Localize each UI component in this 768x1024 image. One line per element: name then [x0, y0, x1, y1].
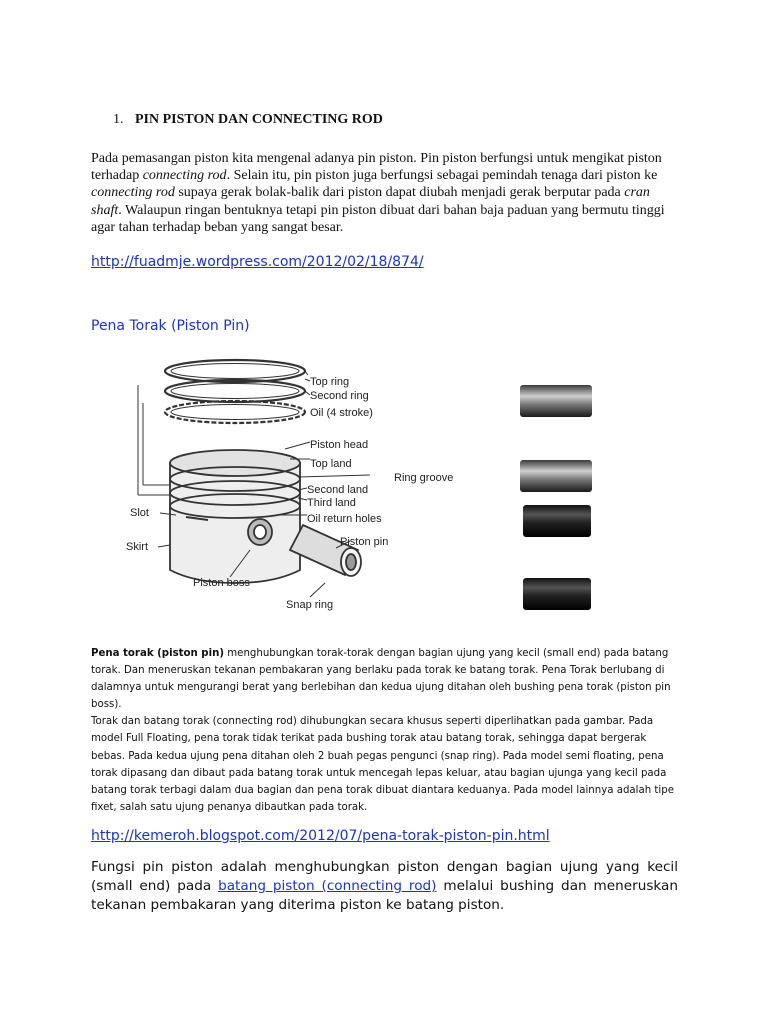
section-number: 1.: [113, 112, 124, 127]
section-heading: [113, 112, 383, 128]
section-title: PIN PISTON DAN CONNECTING ROD: [135, 112, 383, 127]
pin-photo-4: [523, 578, 591, 610]
label-top-land: Top land: [310, 458, 352, 470]
label-oil-return-holes: Oil return holes: [307, 513, 382, 525]
source-link-fuadmje[interactable]: http://fuadmje.wordpress.com/2012/02/18/874/: [91, 254, 424, 270]
fungsi-text-2: melalui bushing dan meneruskan tekanan pembakaran yang diterima piston ke batang piston.: [91, 878, 678, 914]
fungsi-paragraph: [91, 858, 678, 916]
intro-paragraph: [91, 150, 681, 236]
intro-italic-2: connecting rod: [91, 185, 175, 201]
pena-torak-text-2: Torak dan batang torak (connecting rod) dihubungkan secara khusus seperti diperlihatkan pada gambar. Pada model Full Floating, pena torak tidak terikat pada bushing torak atau batang torak, sehingga dapat bergerak bebas. Pada kedua ujung pena ditahan oleh 2 buah pegas pengunci (snap ring). Pada model semi floating, pena torak dipasang dan dibaut pada batang torak untuk mencegah lepas keluar, atau bagian ujunga yang kecil pada batang torak terbagi dalam dua bagian dan pena torak dibuat diantara keduanya. Pada model lainnya adalah tipe fixet, salah satu ujung penanya dibautkan pada torak.: [91, 716, 674, 813]
label-oil: Oil (4 stroke): [310, 407, 373, 419]
label-piston-pin: Piston pin: [340, 536, 389, 548]
fungsi-text-1: Fungsi pin piston adalah menghubungkan piston dengan bagian ujung yang kecil (small end) pada: [91, 859, 678, 895]
label-top-ring: Top ring: [310, 376, 350, 388]
pin-photo-3: [523, 505, 591, 537]
label-ring-groove: Ring groove: [394, 472, 454, 484]
piston-figure: [100, 345, 660, 635]
intro-text-4: . Walaupun ringan bentuknya tetapi pin piston dibuat dari bahan baja paduan yang bermutu tinggi agar tahan terhadap beban yang sangat besar.: [91, 202, 665, 235]
label-slot: Slot: [130, 507, 149, 519]
label-second-ring: Second ring: [310, 390, 369, 402]
piston-pin-photos: [520, 385, 592, 610]
pena-torak-bold: Pena torak (piston pin): [91, 648, 225, 659]
batang-piston-link[interactable]: batang piston (connecting rod): [218, 878, 437, 895]
intro-text-3: supaya gerak bolak-balik dari piston dapat diubah menjadi gerak berputar pada: [174, 185, 625, 201]
label-snap-ring: Snap ring: [286, 599, 334, 611]
label-piston-boss: Piston boss: [193, 577, 250, 589]
piston-rings-illustration: [165, 360, 305, 423]
label-skirt: Skirt: [126, 541, 148, 553]
intro-italic-1: connecting rod: [142, 168, 227, 184]
piston-diagram: [100, 345, 660, 635]
intro-italic-3: cran shaft: [91, 185, 650, 218]
pena-torak-paragraph: [91, 645, 681, 816]
label-piston-head: Piston head: [310, 439, 369, 451]
intro-text-1: Pada pemasangan piston kita mengenal adanya pin piston. Pin piston berfungsi untuk mengikat piston terhadap: [91, 151, 662, 184]
intro-text-2: . Selain itu, pin piston juga berfungsi sebagai pemindah tenaga dari piston ke: [226, 168, 658, 184]
piston-body-illustration: [170, 450, 300, 583]
pena-torak-link[interactable]: Pena Torak (Piston Pin): [91, 318, 250, 334]
source-link-kemeroh[interactable]: http://kemeroh.blogspot.com/2012/07/pena-torak-piston-pin.html: [91, 828, 550, 844]
label-second-land: Second land: [307, 484, 369, 496]
label-third-land: Third land: [307, 497, 356, 509]
pin-photo-1: [520, 385, 592, 417]
pena-torak-text-1: menghubungkan torak-torak dengan bagian ujung yang kecil (small end) pada batang torak. Dan meneruskan tekanan pembakaran yang berlaku pada torak ke batang torak. Pena Torak berlubang di dalamnya untuk mengurangi berat yang berlebihan dan kedua ujung ditahan oleh bushing pena torak (piston pin boss).: [91, 648, 671, 711]
pin-photo-2: [520, 460, 592, 492]
